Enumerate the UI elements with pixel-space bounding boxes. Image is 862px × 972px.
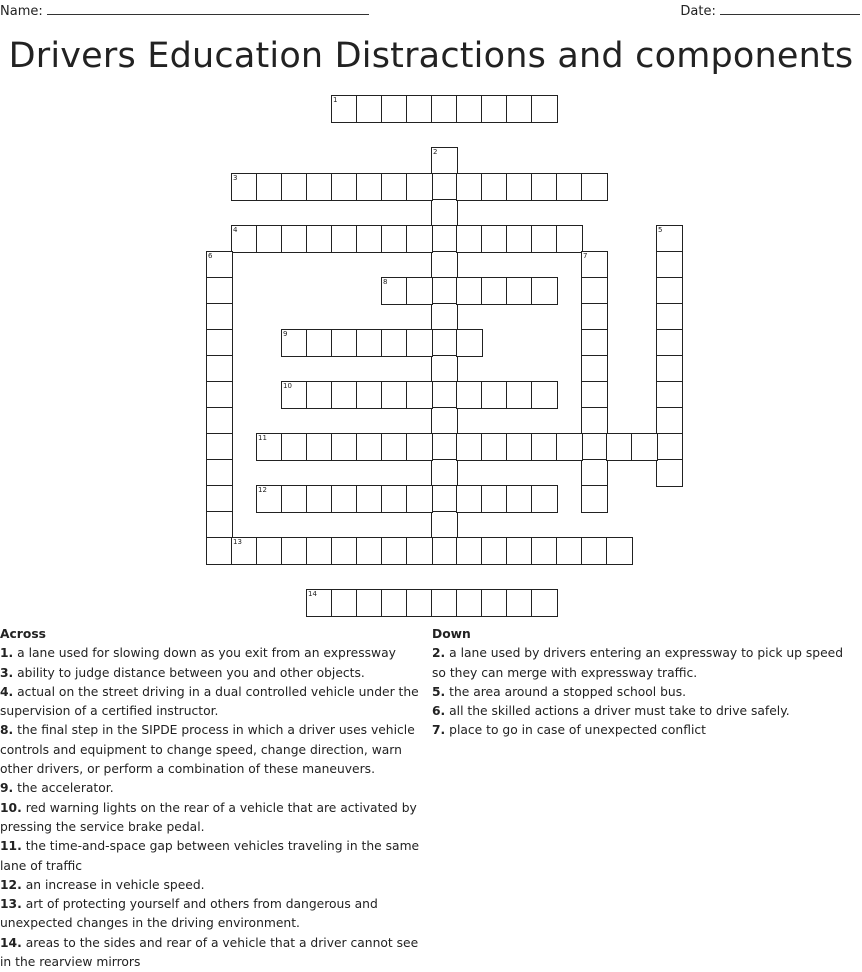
clue-text: red warning lights on the rear of a vehicle that are activated by pressing the service brake pedal. — [0, 800, 417, 834]
grid-cell[interactable] — [431, 485, 458, 513]
grid-cell[interactable] — [506, 173, 533, 201]
clue-text: an increase in vehicle speed. — [21, 877, 205, 892]
grid-cell[interactable] — [656, 459, 683, 487]
cell-number: 6 — [208, 252, 213, 260]
clue-number: 6. — [432, 704, 446, 719]
grid-cell[interactable] — [581, 355, 608, 383]
grid-cell[interactable] — [556, 225, 583, 253]
clue-number: 14. — [0, 935, 22, 950]
grid-cell[interactable] — [456, 381, 483, 409]
grid-cell[interactable] — [206, 511, 233, 539]
grid-cell[interactable] — [306, 225, 333, 253]
across-clue — [0, 721, 430, 779]
grid-cell[interactable] — [306, 173, 333, 201]
grid-cell[interactable] — [581, 381, 608, 409]
grid-cell[interactable] — [281, 433, 308, 461]
grid-cell[interactable] — [431, 199, 458, 227]
cell-number: 7 — [583, 252, 588, 260]
grid-cell[interactable] — [406, 589, 433, 617]
clue-text: ability to judge distance between you and other objects. — [13, 665, 365, 680]
grid-cell[interactable] — [356, 537, 383, 565]
grid-cell[interactable] — [581, 459, 608, 487]
grid-cell[interactable] — [406, 485, 433, 513]
grid-cell[interactable] — [456, 173, 483, 201]
clue-text: areas to the sides and rear of a vehicle that a driver cannot see in the rearview mirrors — [0, 935, 419, 970]
cell-number: 11 — [258, 434, 267, 442]
grid-cell[interactable] — [581, 537, 608, 565]
grid-cell[interactable] — [581, 173, 608, 201]
across-heading: Across — [0, 627, 46, 641]
grid-cell[interactable] — [456, 589, 483, 617]
grid-cell[interactable] — [206, 329, 233, 357]
grid-cell[interactable] — [456, 277, 483, 305]
grid-cell[interactable] — [206, 407, 233, 435]
grid-cell[interactable] — [381, 173, 408, 201]
clue-text: the accelerator. — [13, 781, 114, 796]
clue-text: place to go in case of unexpected conflict — [445, 723, 706, 738]
grid-cell[interactable] — [281, 225, 308, 253]
clue-number: 3. — [0, 665, 14, 680]
grid-cell[interactable] — [281, 173, 308, 201]
grid-cell[interactable] — [356, 329, 383, 357]
clue-number: 2. — [432, 646, 446, 661]
grid-cell[interactable] — [506, 95, 533, 123]
grid-cell[interactable] — [231, 537, 258, 565]
grid-cell[interactable] — [331, 589, 358, 617]
grid-cell[interactable] — [506, 537, 533, 565]
grid-cell[interactable] — [381, 381, 408, 409]
grid-cell[interactable] — [606, 537, 633, 565]
grid-cell[interactable] — [481, 95, 508, 123]
grid-cell[interactable] — [581, 433, 608, 461]
grid-cell[interactable] — [656, 303, 683, 331]
clue-text: a lane used for slowing down as you exit from an expressway — [13, 646, 396, 661]
grid-cell[interactable] — [331, 485, 358, 513]
grid-cell[interactable] — [431, 303, 458, 331]
grid-cell[interactable] — [206, 381, 233, 409]
grid-cell[interactable] — [306, 433, 333, 461]
grid-cell[interactable] — [356, 381, 383, 409]
grid-cell[interactable] — [406, 329, 433, 357]
grid-cell[interactable] — [281, 537, 308, 565]
grid-cell[interactable] — [431, 459, 458, 487]
grid-cell[interactable] — [406, 225, 433, 253]
grid-cell[interactable] — [231, 173, 258, 201]
clue-number: 12. — [0, 877, 22, 892]
clue-text: actual on the street driving in a dual controlled vehicle under the supervision of a certified instructor. — [0, 684, 419, 719]
clue-number: 4. — [0, 684, 14, 699]
grid-cell[interactable] — [406, 537, 433, 565]
grid-cell[interactable] — [456, 225, 483, 253]
grid-cell[interactable] — [306, 381, 333, 409]
grid-cell[interactable] — [656, 251, 683, 279]
grid-cell[interactable] — [656, 381, 683, 409]
grid-cell[interactable] — [381, 95, 408, 123]
grid-cell[interactable] — [581, 485, 608, 513]
grid-cell[interactable] — [206, 485, 233, 513]
grid-cell[interactable] — [481, 433, 508, 461]
grid-cell[interactable] — [431, 329, 458, 357]
grid-cell[interactable] — [481, 381, 508, 409]
grid-cell[interactable] — [431, 537, 458, 565]
clue-text: the final step in the SIPDE process in which a driver uses vehicle controls and equipment to change speed, change direction, warn other drivers, or perform a combination of these maneuvers. — [0, 723, 415, 777]
grid-cell[interactable] — [506, 381, 533, 409]
down-heading: Down — [432, 627, 471, 641]
grid-cell[interactable] — [356, 225, 383, 253]
cell-number: 13 — [233, 538, 242, 546]
grid-cell[interactable] — [306, 589, 333, 617]
grid-cell[interactable] — [431, 589, 458, 617]
down-clue — [432, 683, 860, 702]
grid-cell[interactable] — [206, 537, 233, 565]
grid-cell[interactable] — [531, 225, 558, 253]
grid-cell[interactable] — [381, 589, 408, 617]
cell-number: 2 — [433, 148, 438, 156]
grid-cell[interactable] — [431, 95, 458, 123]
clue-text: all the skilled actions a driver must take to drive safely. — [445, 704, 790, 719]
grid-cell[interactable] — [406, 277, 433, 305]
cell-number: 12 — [258, 486, 267, 494]
clue-text: the area around a stopped school bus. — [445, 684, 687, 699]
date-label: Date: — [680, 4, 720, 19]
across-clue — [0, 837, 430, 876]
grid-cell[interactable] — [206, 459, 233, 487]
cell-number: 9 — [283, 330, 288, 338]
grid-cell[interactable] — [406, 173, 433, 201]
clue-number: 8. — [0, 723, 14, 738]
across-clue — [0, 934, 430, 972]
grid-cell[interactable] — [506, 485, 533, 513]
grid-cell[interactable] — [206, 355, 233, 383]
grid-cell[interactable] — [231, 225, 258, 253]
grid-cell[interactable] — [431, 381, 458, 409]
grid-cell[interactable] — [356, 589, 383, 617]
grid-cell[interactable] — [306, 537, 333, 565]
across-clue — [0, 799, 430, 838]
grid-cell[interactable] — [581, 277, 608, 305]
grid-cell[interactable] — [431, 225, 458, 253]
grid-cell[interactable] — [631, 433, 658, 461]
clue-number: 13. — [0, 897, 22, 912]
grid-cell[interactable] — [656, 355, 683, 383]
grid-cell[interactable] — [531, 433, 558, 461]
grid-cell[interactable] — [256, 433, 283, 461]
grid-cell[interactable] — [481, 225, 508, 253]
down-clue — [432, 644, 860, 683]
grid-cell[interactable] — [306, 485, 333, 513]
grid-cell[interactable] — [431, 147, 458, 175]
grid-cell[interactable] — [481, 589, 508, 617]
grid-cell[interactable] — [406, 433, 433, 461]
grid-cell[interactable] — [656, 277, 683, 305]
grid-cell[interactable] — [281, 485, 308, 513]
grid-cell[interactable] — [431, 355, 458, 383]
grid-cell[interactable] — [331, 537, 358, 565]
grid-cell[interactable] — [531, 95, 558, 123]
grid-cell[interactable] — [381, 485, 408, 513]
clue-text: the time-and-space gap between vehicles traveling in the same lane of traffic — [0, 839, 420, 873]
grid-cell[interactable] — [331, 433, 358, 461]
grid-cell[interactable] — [281, 381, 308, 409]
clue-text: a lane used by drivers entering an expressway to pick up speed so they can merge with expressway traffic. — [432, 646, 844, 680]
grid-cell[interactable] — [556, 173, 583, 201]
grid-cell[interactable] — [431, 511, 458, 539]
grid-cell[interactable] — [431, 407, 458, 435]
clue-number: 11. — [0, 839, 22, 854]
grid-cell[interactable] — [506, 277, 533, 305]
grid-cell[interactable] — [506, 225, 533, 253]
grid-cell[interactable] — [331, 329, 358, 357]
name-field[interactable] — [0, 2, 369, 19]
grid-cell[interactable] — [431, 251, 458, 279]
grid-cell[interactable] — [481, 277, 508, 305]
grid-cell[interactable] — [381, 277, 408, 305]
grid-cell[interactable] — [581, 303, 608, 331]
grid-cell[interactable] — [531, 277, 558, 305]
grid-cell[interactable] — [556, 433, 583, 461]
grid-cell[interactable] — [431, 433, 458, 461]
grid-cell[interactable] — [606, 433, 633, 461]
date-field[interactable] — [680, 2, 860, 19]
grid-cell[interactable] — [331, 381, 358, 409]
cell-number: 10 — [283, 382, 292, 390]
grid-cell[interactable] — [506, 589, 533, 617]
grid-cell[interactable] — [656, 433, 683, 461]
grid-cell[interactable] — [456, 329, 483, 357]
grid-cell[interactable] — [356, 433, 383, 461]
down-clue — [432, 721, 860, 740]
grid-cell[interactable] — [406, 95, 433, 123]
grid-cell[interactable] — [331, 95, 358, 123]
cell-number: 8 — [383, 278, 388, 286]
cell-number: 3 — [233, 174, 238, 182]
clue-number: 5. — [432, 684, 446, 699]
grid-cell[interactable] — [456, 485, 483, 513]
down-clues — [432, 625, 860, 741]
grid-cell[interactable] — [581, 407, 608, 435]
down-clue — [432, 702, 860, 721]
clue-number: 1. — [0, 646, 14, 661]
grid-cell[interactable] — [256, 225, 283, 253]
grid-cell[interactable] — [481, 537, 508, 565]
grid-cell[interactable] — [206, 433, 233, 461]
across-clue — [0, 876, 430, 895]
across-clue — [0, 895, 430, 934]
grid-cell[interactable] — [531, 537, 558, 565]
grid-cell[interactable] — [206, 303, 233, 331]
grid-cell[interactable] — [581, 329, 608, 357]
grid-cell[interactable] — [531, 485, 558, 513]
cell-number: 4 — [233, 226, 238, 234]
grid-cell[interactable] — [256, 173, 283, 201]
across-clue — [0, 644, 430, 663]
grid-cell[interactable] — [406, 381, 433, 409]
grid-cell[interactable] — [531, 589, 558, 617]
across-clue — [0, 664, 430, 683]
clue-number: 10. — [0, 800, 22, 815]
grid-cell[interactable] — [456, 95, 483, 123]
grid-cell[interactable] — [356, 95, 383, 123]
clue-number: 7. — [432, 723, 446, 738]
grid-cell[interactable] — [531, 173, 558, 201]
grid-cell[interactable] — [331, 225, 358, 253]
clue-number: 9. — [0, 781, 14, 796]
grid-cell[interactable] — [431, 173, 458, 201]
grid-cell[interactable] — [331, 173, 358, 201]
across-clue — [0, 779, 430, 798]
date-underline — [720, 2, 860, 15]
grid-cell[interactable] — [256, 537, 283, 565]
grid-cell[interactable] — [206, 277, 233, 305]
grid-cell[interactable] — [456, 537, 483, 565]
grid-cell[interactable] — [356, 173, 383, 201]
grid-cell[interactable] — [531, 381, 558, 409]
grid-cell[interactable] — [581, 251, 608, 279]
grid-cell[interactable] — [256, 485, 283, 513]
grid-cell[interactable] — [456, 433, 483, 461]
cell-number: 14 — [308, 590, 317, 598]
page-title: Drivers Education Distractions and components — [8, 36, 854, 76]
grid-cell[interactable] — [431, 277, 458, 305]
across-clue — [0, 683, 430, 722]
across-clue-list — [0, 644, 430, 972]
cell-number: 1 — [333, 96, 338, 104]
down-clue-list — [432, 644, 860, 740]
grid-cell[interactable] — [381, 225, 408, 253]
grid-cell[interactable] — [206, 251, 233, 279]
name-underline — [47, 2, 369, 15]
grid-cell[interactable] — [356, 485, 383, 513]
grid-cell[interactable] — [381, 329, 408, 357]
grid-cell[interactable] — [656, 225, 683, 253]
grid-cell[interactable] — [481, 173, 508, 201]
grid-cell[interactable] — [381, 537, 408, 565]
name-label: Name: — [0, 4, 47, 19]
grid-cell[interactable] — [656, 329, 683, 357]
grid-cell[interactable] — [556, 537, 583, 565]
clue-text: art of protecting yourself and others from dangerous and unexpected changes in the driving environment. — [0, 897, 378, 931]
across-clues — [0, 625, 430, 972]
cell-number: 5 — [658, 226, 663, 234]
grid-cell[interactable] — [656, 407, 683, 435]
grid-cell[interactable] — [306, 329, 333, 357]
grid-cell[interactable] — [381, 433, 408, 461]
grid-cell[interactable] — [481, 485, 508, 513]
grid-cell[interactable] — [506, 433, 533, 461]
grid-cell[interactable] — [281, 329, 308, 357]
